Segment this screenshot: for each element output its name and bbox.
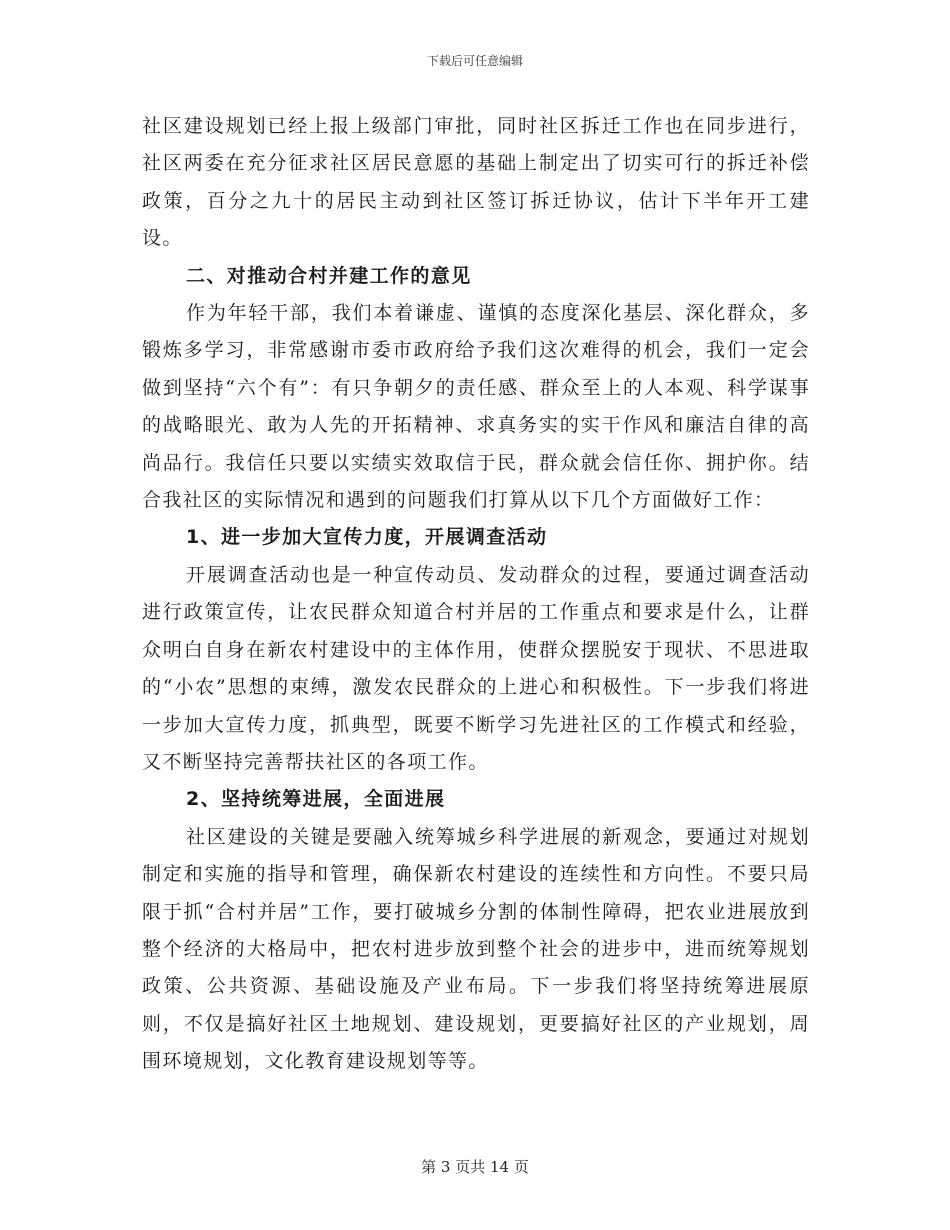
subheading-1: 1、进一步加大宣传力度，开展调查活动 [186,526,548,549]
paragraph-4: 社区建设的关键是要融入统筹城乡科学进展的新观念，要通过对规划制定和实施的指导和管理，确保新农村建设的连续性和方向性。不要只局限于抓“合村并居”工作，要打破城乡分割的体制性障碍，把农业进展放到整个经济的大格局中，把农村进步放到整个社会的进步中，进而统筹规划政策、公共资源、基础设施及产业布局。下一步我们将坚持统筹进展原则，不仅是搞好社区土地规划、建设规划，更要搞好社区的产业规划，周围环境规划，文化教育建设规划等等。 [142,825,810,1073]
subheading-2: 2、坚持统筹进展，全面进展 [186,788,446,811]
paragraph-2: 作为年轻干部，我们本着谦虚、谨慎的态度深化基层、深化群众，多锻炼多学习，非常感谢市委市政府给予我们这次难得的机会，我们一定会做到坚持“六个有”：有只争朝夕的责任感、群众至上的人本观、科学谋事的战略眼光、敢为人先的开拓精神、求真务实的实干作风和廉洁自律的高尚品行。我信任只要以实绩实效取信于民，群众就会信任你、拥护你。结合我社区的实际情况和遇到的问题我们打算从以下几个方面做好工作： [142,302,810,512]
section-heading-2: 二、对推动合村并建工作的意见 [186,264,472,287]
document-body [142,108,810,1081]
page-header: 下载后可任意编辑 [426,54,523,68]
page-footer: 第 3 页共 14 页 [421,1158,529,1176]
paragraph-3: 开展调查活动也是一种宣传动员、发动群众的过程，要通过调查活动进行政策宣传，让农民群众知道合村并居的工作重点和要求是什么，让群众明白自身在新农村建设中的主体作用，使群众摆脱安于现状、不思进取的“小农”思想的束缚，激发农民群众的上进心和积极性。下一步我们将进一步加大宣传力度，抓典型，既要不断学习先进社区的工作模式和经验，又不断坚持完善帮扶社区的各项工作。 [142,563,810,773]
paragraph-1: 社区建设规划已经上报上级部门审批，同时社区拆迁工作也在同步进行，社区两委在充分征求社区居民意愿的基础上制定出了切实可行的拆迁补偿政策，百分之九十的居民主动到社区签订拆迁协议，估计下半年开工建设。 [142,115,810,250]
